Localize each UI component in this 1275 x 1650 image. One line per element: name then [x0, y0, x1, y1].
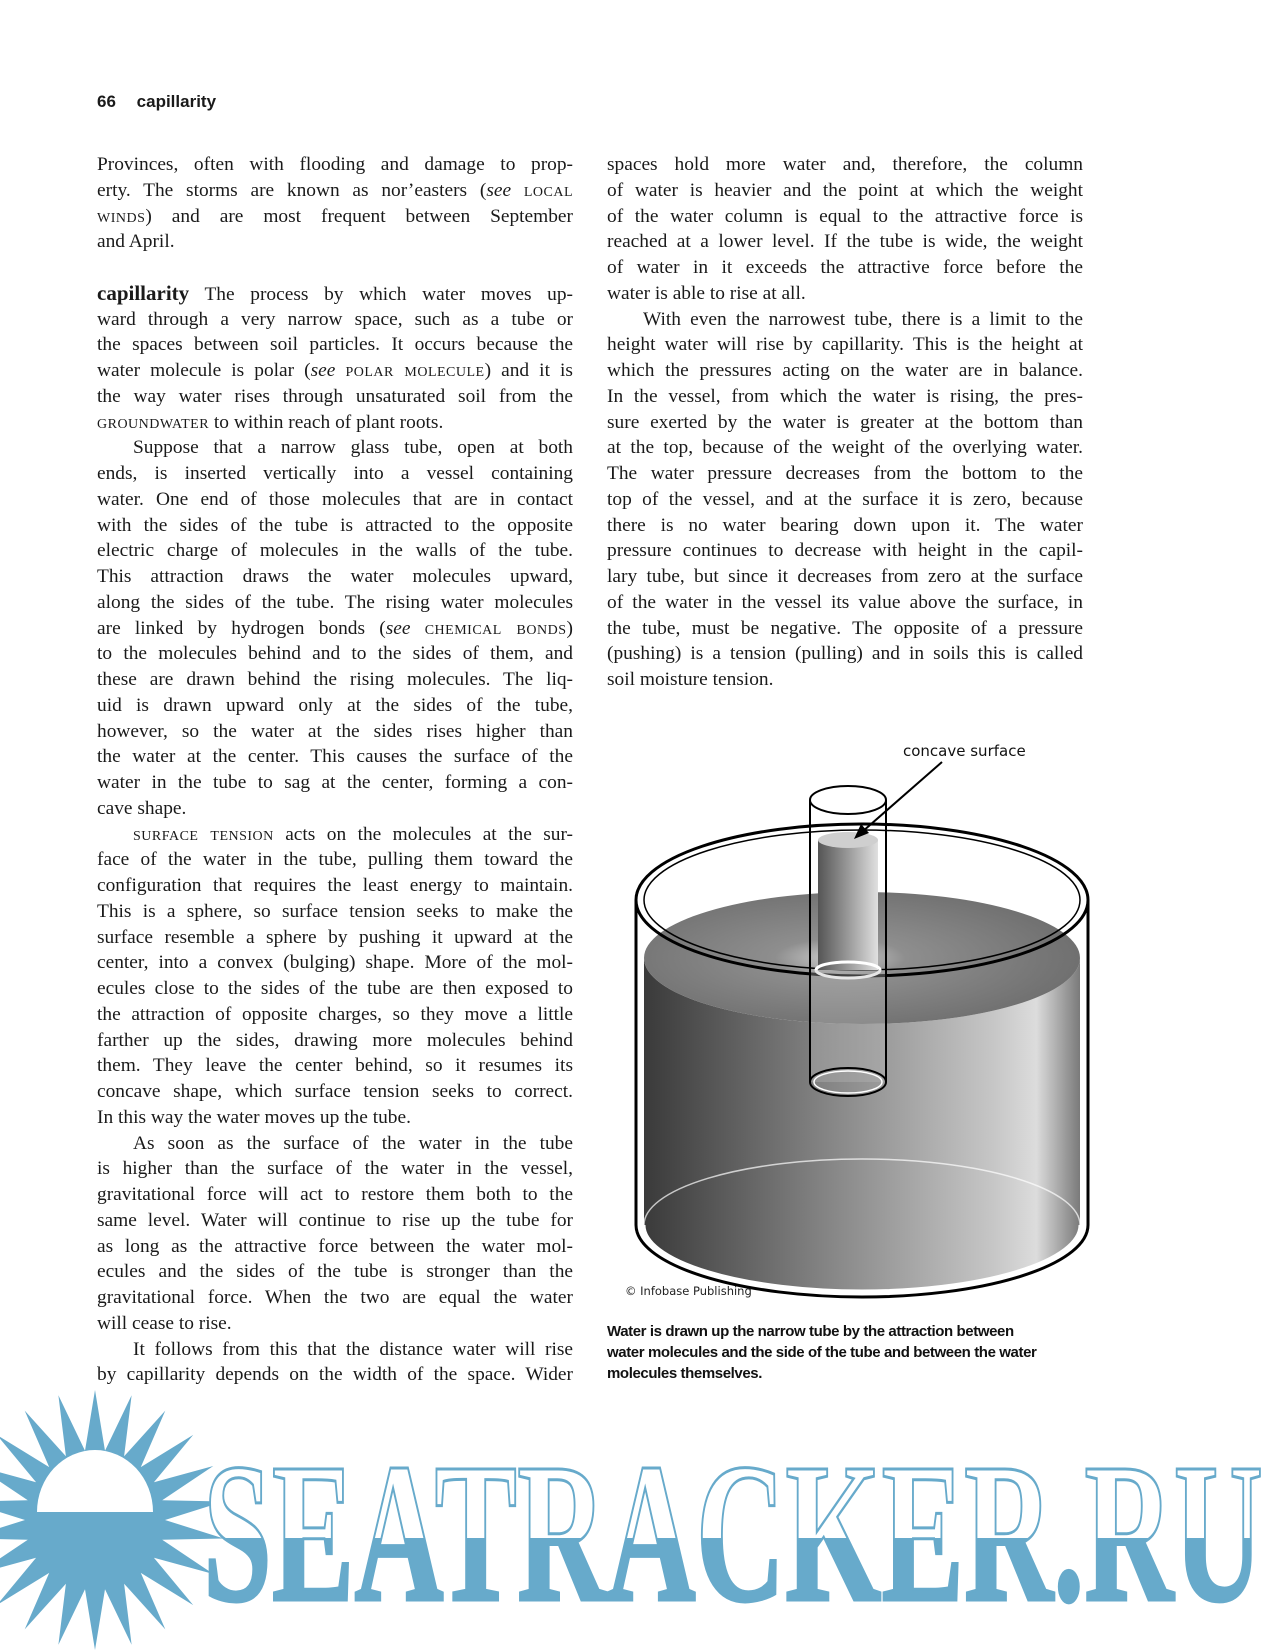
- text-line: to the molecules behind and to the sides of them, and: [97, 643, 573, 665]
- paragraph: [97, 1337, 573, 1389]
- italic-text: see: [385, 617, 411, 639]
- caption-line: Water is drawn up the narrow tube by the attraction between: [607, 1323, 1014, 1340]
- text-line: cave shape.: [97, 797, 187, 819]
- text-line: ward through a very narrow space, such as a tube or: [97, 308, 573, 330]
- text-line: As soon as the surface of the water in the tube: [133, 1132, 573, 1154]
- text-line: Provinces, often with flooding and damage to prop-: [97, 154, 573, 175]
- text-line: water molecule is polar (see polar molecule) and it is: [97, 360, 573, 381]
- text-line: of water in it exceeds the attractive force before the: [607, 257, 1083, 278]
- caption-line: molecules themselves.: [607, 1365, 763, 1382]
- text-line: This attraction draws the water molecules upward,: [97, 566, 573, 587]
- text-line: of the water column is equal to the attractive force is: [607, 205, 1083, 227]
- paragraph: [97, 1131, 573, 1337]
- entry-headword: capillarity: [97, 280, 190, 305]
- text-line: of the water in the vessel its value above the surface, in: [607, 591, 1083, 613]
- cross-reference: winds: [97, 205, 146, 227]
- text-line: reached at a lower level. If the tube is wide, the weight: [607, 231, 1083, 253]
- entry-paragraph: [97, 281, 573, 436]
- concave-surface-label: concave surface: [903, 742, 1026, 760]
- cross-reference: surface tension: [133, 823, 274, 845]
- text-line: the attraction of opposite charges, so they move a little: [97, 1003, 573, 1025]
- left-text-column: [97, 152, 573, 1388]
- sun-rays: [0, 1390, 224, 1650]
- cross-reference: chemical bonds: [424, 617, 567, 639]
- text-line: same level. Water will continue to rise up the tube for: [97, 1209, 573, 1231]
- text-line: water is able to rise at all.: [607, 282, 806, 304]
- text-line: the way water rises through unsaturated soil from the: [97, 385, 573, 407]
- text-line: as long as the attractive force between the water mol-: [97, 1235, 573, 1257]
- text-line: It follows from this that the distance water will rise: [133, 1338, 573, 1360]
- paragraph-gap: [97, 255, 573, 281]
- text-line: erty. The storms are known as nor’easters (see local: [97, 179, 573, 201]
- running-head: [97, 92, 216, 112]
- cross-reference: groundwater: [97, 411, 210, 433]
- sun-logo-icon: [0, 1390, 224, 1650]
- text-line: configuration that requires the least energy to maintain.: [97, 875, 573, 896]
- text-line: will cease to rise.: [97, 1312, 232, 1334]
- text-line: face of the water in the tube, pulling them toward the: [97, 849, 573, 871]
- text-line: In the vessel, from which the water is rising, the pres-: [607, 385, 1083, 407]
- text-line: concave shape, which surface tension seeks to correct.: [97, 1081, 573, 1102]
- paragraph: [607, 152, 1083, 307]
- figure-caption: [607, 1321, 1087, 1384]
- paragraph: [97, 435, 573, 821]
- text-line: the water at the center. This causes the surface of the: [97, 746, 573, 768]
- text-line: these are drawn behind the rising molecules. The liq-: [97, 669, 573, 690]
- text-line: by capillarity depends on the width of the space. Wider: [97, 1364, 573, 1386]
- text-line: In this way the water moves up the tube.: [97, 1106, 411, 1128]
- capillarity-illustration: [620, 735, 1090, 1305]
- text-line: surface resemble a sphere by pushing it upward at the: [97, 926, 573, 948]
- text-line: and April.: [97, 231, 175, 253]
- text-line: The water pressure decreases from the bottom to the: [607, 463, 1083, 484]
- text-line: of water is heavier and the point at which the weight: [607, 179, 1083, 201]
- text-line: ends, is inserted vertically into a vessel containing: [97, 463, 573, 484]
- text-line: center, into a convex (bulging) shape. More of the mol-: [97, 952, 573, 974]
- paragraph: [97, 822, 573, 1131]
- text-line: This is a sphere, so surface tension seeks to make the: [97, 900, 573, 922]
- running-head-title: capillarity: [136, 92, 217, 111]
- text-line: groundwater to within reach of plant roots.: [97, 411, 444, 433]
- caption-line: water molecules and the side of the tube and between the water: [607, 1344, 1037, 1361]
- image-credit: © Infobase Publishing: [625, 1284, 752, 1298]
- text-line: capillarity The process by which water moves up-: [97, 280, 573, 305]
- text-line: farther up the sides, drawing more molecules behind: [97, 1029, 573, 1051]
- right-text-column: [607, 152, 1083, 693]
- text-line: uid is drawn upward only at the sides of the tube,: [97, 694, 573, 716]
- text-line: ecules and the sides of the tube is stronger than the: [97, 1261, 573, 1283]
- text-line: winds) and are most frequent between September: [97, 205, 573, 227]
- paragraph: [97, 152, 573, 255]
- text-line: water in the tube to sag at the center, forming a con-: [97, 772, 573, 793]
- paragraph: [607, 307, 1083, 693]
- watermark: [0, 1390, 1275, 1650]
- cross-reference: polar molecule: [345, 360, 485, 381]
- text-line: gravitational force will act to restore them both to the: [97, 1184, 573, 1205]
- text-line: gravitational force. When the two are equal the water: [97, 1287, 573, 1308]
- text-line: them. They leave the center behind, so it resumes its: [97, 1055, 573, 1077]
- text-line: top of the vessel, and at the surface it is zero, because: [607, 488, 1083, 510]
- text-line: at the top, because of the weight of the overlying water.: [607, 437, 1083, 459]
- text-line: with the sides of the tube is attracted to the opposite: [97, 514, 573, 536]
- page-number: 66: [97, 92, 116, 111]
- text-line: which the pressures acting on the water are in balance.: [607, 360, 1083, 381]
- text-line: the spaces between soil particles. It occurs because the: [97, 334, 573, 356]
- text-line: there is no water bearing down upon it. The water: [607, 514, 1083, 536]
- text-line: sure exerted by the water is greater at the bottom than: [607, 411, 1083, 433]
- watermark-text: SEATRACKER.RU: [203, 1423, 1263, 1644]
- text-line: spaces hold more water and, therefore, the column: [607, 154, 1083, 175]
- text-line: electric charge of molecules in the walls of the tube.: [97, 540, 573, 562]
- text-line: soil moisture tension.: [607, 669, 774, 690]
- text-line: ecules close to the sides of the tube are then exposed to: [97, 978, 573, 999]
- text-line: the tube, must be negative. The opposite of a pressure: [607, 617, 1083, 639]
- text-line: height water will rise by capillarity. This is the height at: [607, 334, 1083, 356]
- italic-text: see: [486, 179, 512, 201]
- text-line: pressure continues to decrease with height in the capil-: [607, 540, 1083, 562]
- text-line: (pushing) is a tension (pulling) and in soils this is called: [607, 643, 1083, 665]
- text-line: are linked by hydrogen bonds (see chemical bonds): [97, 617, 573, 639]
- text-line: Suppose that a narrow glass tube, open at both: [133, 437, 573, 459]
- text-line: With even the narrowest tube, there is a limit to the: [643, 308, 1083, 330]
- text-line: along the sides of the tube. The rising water molecules: [97, 591, 573, 613]
- capillary-tube: [810, 786, 886, 1096]
- text-line: is higher than the surface of the water in the vessel,: [97, 1158, 573, 1180]
- text-line: lary tube, but since it decreases from zero at the surface: [607, 566, 1083, 587]
- cross-reference: local: [523, 179, 573, 201]
- text-line: water. One end of those molecules that are in contact: [97, 488, 573, 510]
- text-line: however, so the water at the sides rises higher than: [97, 720, 573, 742]
- italic-text: see: [310, 360, 336, 381]
- text-line: surface tension acts on the molecules at the sur-: [133, 823, 573, 845]
